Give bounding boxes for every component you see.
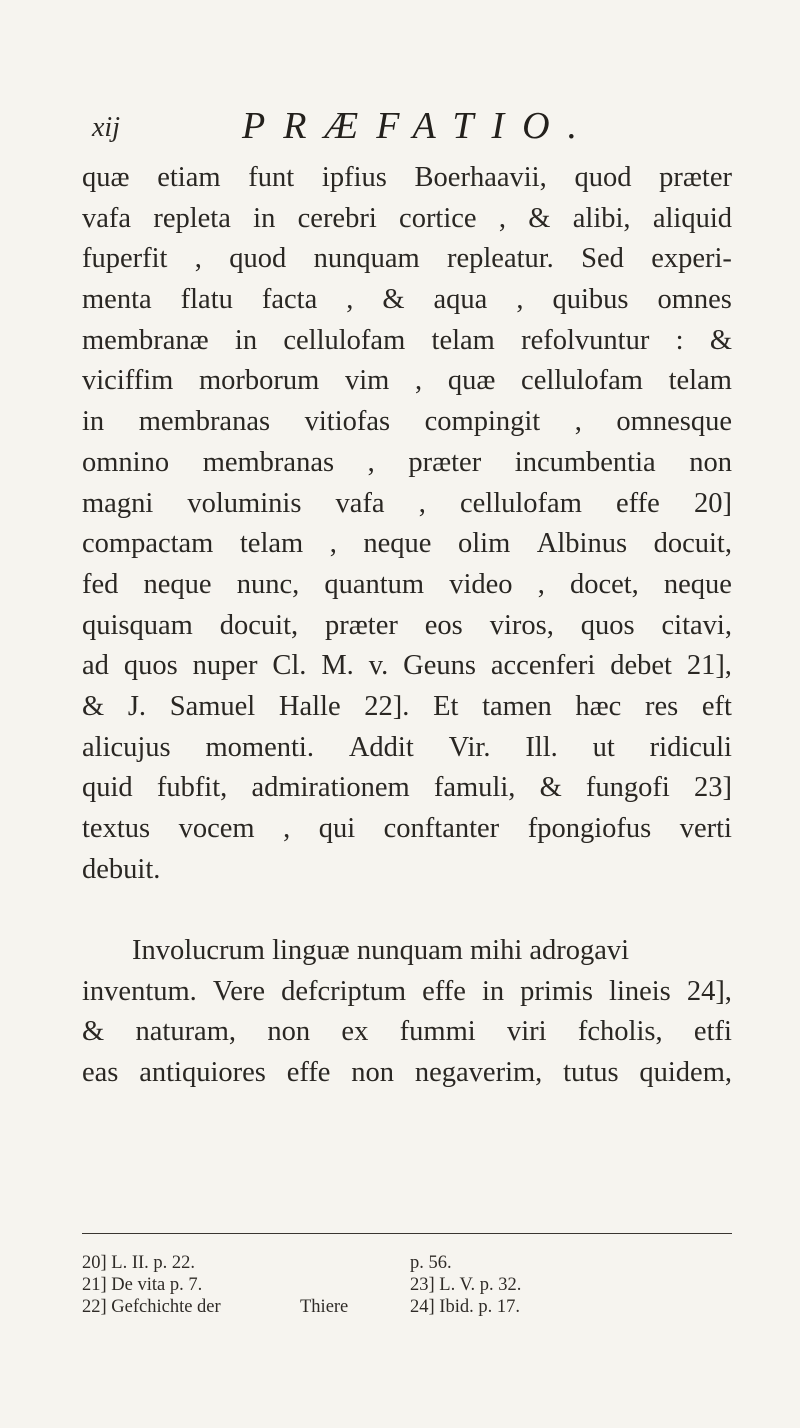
text-line: viciffim morborum vim , quæ cellulofam telam <box>82 365 732 397</box>
page-number: xij <box>92 112 120 143</box>
text-line: ad quos nuper Cl. M. v. Geuns accenferi debet 21], <box>82 650 732 682</box>
text-line: in membranas vitiofas compingit , omnesque <box>82 406 732 438</box>
text-line: compactam telam , neque olim Albinus docuit, <box>82 528 732 560</box>
text-line: omnino membranas , præter incumbentia non <box>82 446 732 478</box>
text-line: menta flatu facta , & aqua , quibus omnes <box>82 284 732 316</box>
footnote-left: 20] L. II. p. 22. <box>82 1253 196 1273</box>
footnote-right: 23] L. V. p. 32. <box>410 1275 522 1295</box>
text-line: quisquam docuit, præter eos viros, quos citavi, <box>82 609 732 641</box>
text-line: fuperfit , quod nunquam repleatur. Sed experi- <box>82 243 732 275</box>
footnote-row <box>82 1296 732 1318</box>
text-line: Involucrum linguæ nunquam mihi adrogavi <box>132 935 630 967</box>
text-line: inventum. Vere defcriptum effe in primis lineis 24], <box>82 975 732 1007</box>
text-line: textus vocem , qui conftanter fpongiofus verti <box>82 813 732 844</box>
text-line: eas antiquiores effe non negaverim, tutus quidem, <box>82 1057 732 1089</box>
footnote-row <box>82 1274 732 1296</box>
running-title: PRÆFATIO. <box>242 105 596 147</box>
text-line: alicujus momenti. Addit Vir. Ill. ut ridiculi <box>82 731 732 763</box>
footnote-right: 24] Ibid. p. 17. <box>410 1297 520 1317</box>
text-line: & naturam, non ex fummi viri fcholis, etfi <box>82 1016 732 1048</box>
text-line: fed neque nunc, quantum video , docet, neque <box>82 568 732 600</box>
footnote-right: p. 56. <box>410 1253 452 1273</box>
text-line: quid fubfit, admirationem famuli, & fungofi 23] <box>82 772 732 804</box>
text-line: vafa repleta in cerebri cortice , & alibi, aliquid <box>82 202 732 234</box>
main-text <box>82 158 732 1094</box>
text-line: membranæ in cellulofam telam refolvuntur : & <box>82 324 732 356</box>
text-line: quæ etiam funt ipfius Boerhaavii, quod præter <box>82 162 732 193</box>
text-line: debuit. <box>82 853 161 885</box>
footnote-left: 21] De vita p. 7. <box>82 1275 203 1295</box>
page-header <box>92 104 732 148</box>
paragraph-gap <box>82 890 732 931</box>
footnotes <box>82 1233 732 1317</box>
footnote-row <box>82 1252 732 1274</box>
text-line: magni voluminis vafa , cellulofam effe 20] <box>82 487 732 519</box>
footnote-left: 22] Gefchichte der <box>82 1297 221 1317</box>
footnote-mid: Thiere <box>300 1297 349 1317</box>
text-line: & J. Samuel Halle 22]. Et tamen hæc res eft <box>82 690 732 722</box>
